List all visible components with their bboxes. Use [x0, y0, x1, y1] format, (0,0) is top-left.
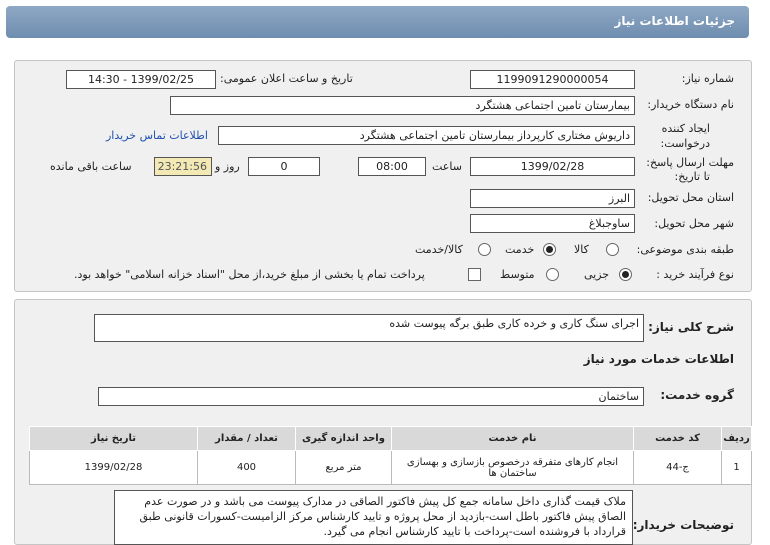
col-unit: واحد اندازه گیری	[296, 427, 392, 451]
province-field[interactable]: البرز	[470, 189, 635, 208]
deadline-label: مهلت ارسال پاسخ:	[646, 156, 734, 169]
announce-datetime-label: تاریخ و ساعت اعلان عمومی:	[220, 72, 353, 85]
deadline-time-label: ساعت	[432, 160, 462, 173]
table-row	[30, 451, 752, 485]
services-table	[29, 426, 752, 485]
category-radio-service[interactable]	[543, 243, 556, 256]
category-radio-goods-service[interactable]	[478, 243, 491, 256]
service-group-label: گروه خدمت:	[660, 388, 734, 402]
days-remaining-field: 0	[248, 157, 320, 176]
category-label: طبقه بندی موضوعی:	[636, 243, 734, 256]
category-option-service: خدمت	[505, 243, 535, 256]
purchase-process-label: نوع فرآیند خرید :	[656, 268, 734, 281]
city-label: شهر محل تحویل:	[654, 217, 734, 230]
category-radio-goods[interactable]	[606, 243, 619, 256]
city-field[interactable]: ساوجبلاغ	[470, 214, 635, 233]
category-option-goods-service: کالا/خدمت	[415, 243, 463, 256]
deadline-date-field[interactable]: 1399/02/28	[470, 157, 635, 176]
need-number-label: شماره نیاز:	[681, 72, 734, 85]
time-remaining-field: 23:21:56	[154, 157, 212, 176]
requester-field[interactable]: داریوش مختاری کارپرداز بیمارستان تامین اجتماعی هشتگرد	[218, 126, 635, 145]
buyer-notes-field: ملاک قیمت گذاری داخل سامانه جمع کل پیش فاکتور الصاقی در مدارک پیوست می باشد و در صورت عدم الصاق پیش فاکتور باطل است-بازدید از محل پروژه و تایید کارشناس مرکز الزامیست-کسورات قانونی طبق قرارداد با فروشنده است-پرداخت با تایید کارشناس انجام می گیرد.	[114, 490, 633, 545]
category-option-goods: کالا	[574, 243, 589, 256]
process-radio-minor[interactable]	[619, 268, 632, 281]
treasury-note: پرداخت تمام یا بخشی از مبلغ خرید،از محل "اسناد خزانه اسلامی" خواهد بود.	[74, 268, 425, 281]
summary-label: شرح کلی نیاز:	[648, 320, 734, 334]
table-header-row	[30, 427, 752, 451]
process-option-medium: متوسط	[500, 268, 535, 281]
page-title: جزئیات اطلاعات نیاز	[6, 6, 749, 38]
need-number-field[interactable]: 1199091290000054	[470, 70, 635, 89]
process-option-minor: جزیی	[584, 268, 610, 281]
requester-label-2: درخواست:	[660, 137, 710, 150]
cell-service-code: ج-44	[634, 451, 722, 485]
cell-row: 1	[722, 451, 752, 485]
buyer-contact-link[interactable]: اطلاعات تماس خریدار	[106, 129, 208, 142]
cell-service-name: انجام کارهای متفرقه درخصوص بازسازی و بهسازی ساختمان ها	[392, 451, 634, 485]
service-group-field: ساختمان	[98, 387, 644, 406]
col-quantity: تعداد / مقدار	[198, 427, 296, 451]
col-row: ردیف	[722, 427, 752, 451]
buyer-org-field[interactable]: بیمارستان تامین اجتماعی هشتگرد	[170, 96, 635, 115]
province-label: استان محل تحویل:	[647, 191, 734, 204]
process-radio-medium[interactable]	[546, 268, 559, 281]
time-remaining-label: ساعت باقی مانده	[50, 160, 132, 173]
deadline-label-2: تا تاریخ:	[674, 170, 710, 183]
col-need-date: تاریخ نیاز	[30, 427, 198, 451]
col-service-code: کد خدمت	[634, 427, 722, 451]
need-info-panel	[14, 60, 752, 292]
services-section-title: اطلاعات خدمات مورد نیاز	[583, 352, 734, 366]
cell-need-date: 1399/02/28	[30, 451, 198, 485]
cell-unit: متر مربع	[296, 451, 392, 485]
treasury-checkbox[interactable]	[468, 268, 481, 281]
announce-datetime-field[interactable]: 1399/02/25 - 14:30	[66, 70, 216, 89]
summary-field: اجرای سنگ کاری و خرده کاری طبق برگه پیوست شده	[94, 314, 644, 342]
buyer-notes-label: توضیحات خریدار:	[632, 518, 734, 532]
col-service-name: نام خدمت	[392, 427, 634, 451]
cell-quantity: 400	[198, 451, 296, 485]
buyer-org-label: نام دستگاه خریدار:	[647, 98, 734, 111]
deadline-time-field[interactable]: 08:00	[358, 157, 426, 176]
days-label: روز و	[215, 160, 240, 173]
requester-label: ایجاد کننده	[661, 122, 710, 135]
